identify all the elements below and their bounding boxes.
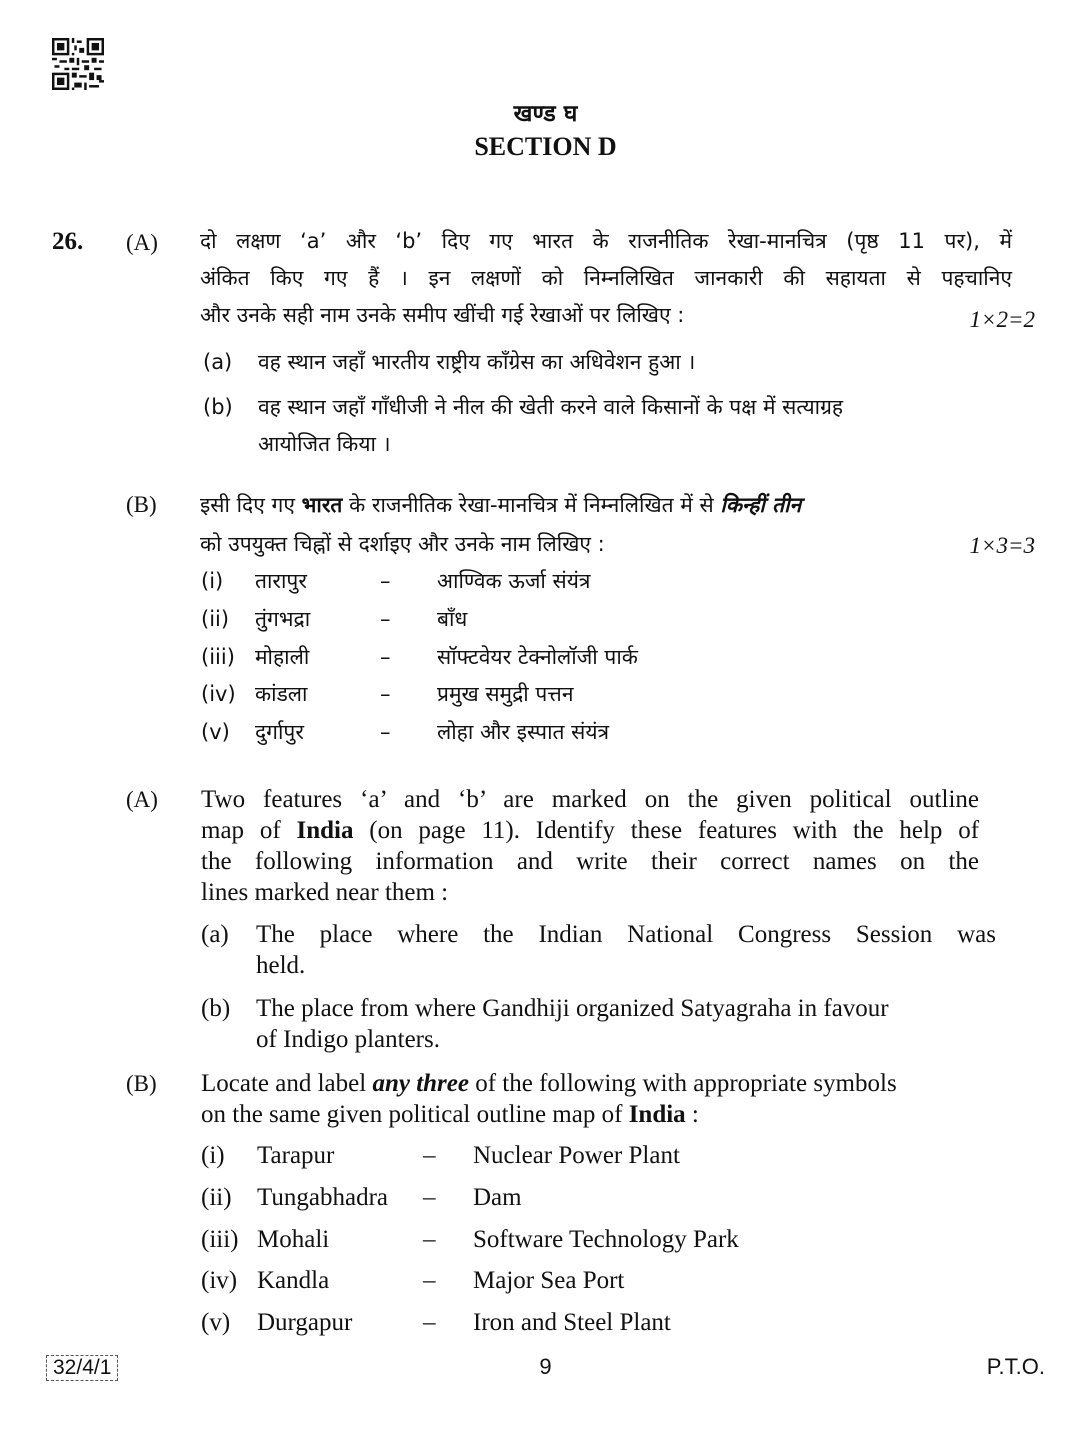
list-item: (iv) Kandla – Major Sea Port [201,1267,625,1294]
english-a-line-4: lines marked near them : [201,879,449,906]
hindi-a-line-3: और उनके सही नाम उनके समीप खींची गई रेखाओं पर लिखिए : [200,303,685,327]
hindi-a-item-a [203,344,695,381]
list-item: (v) दुर्गापुर – लोहा और इस्पात संयंत्र [201,720,610,744]
marks-hindi-a: 1×2=2 [969,307,1035,332]
english-a-line-2: map of India (on page 11). Identify these features with the help of [201,817,980,844]
english-a-line-3: the following information and write their correct names on the [201,848,979,875]
marks-hindi-b: 1×3=3 [969,533,1035,558]
item-label: (b) [201,995,231,1022]
item-label: (a) [201,921,229,948]
item-text: The place from where Gandhiji organized Satyagraha in favour [256,995,889,1022]
item-text-continued: held. [256,952,306,979]
hindi-a-item-b [203,389,1003,463]
english-part-a-text [201,784,979,908]
part-label-hindi-b: (B) [126,492,157,517]
list-item: (ii) Tungabhadra – Dam [201,1184,522,1211]
part-label-english-b: (B) [126,1071,157,1096]
section-heading-hindi: खण्ड घ [513,101,578,127]
hindi-a-line-2: अंकित किए गए हैं । इन लक्षणों को निम्नलिखित जानकारी की सहायता से पहचानिए [200,266,1012,290]
item-label: (a) [203,350,233,374]
part-label-english-a: (A) [126,787,158,812]
item-text: वह स्थान जहाँ भारतीय राष्ट्रीय काँग्रेस का अधिवेशन हुआ । [258,350,696,374]
item-text-continued: of Indigo planters. [256,1026,440,1053]
section-heading-english: SECTION D [474,132,617,161]
english-a-item-b [201,993,1001,1055]
question-number: 26. [52,228,84,255]
english-b-line-2: on the same given political outline map of India : [201,1101,699,1128]
qr-code-icon [52,38,104,90]
list-item: (iii) मोहाली – सॉफ्टवेयर टेक्नोलॉजी पार्क [201,645,638,669]
item-text: The place where the Indian National Congress Session was [256,921,996,948]
list-item: (i) तारापुर – आण्विक ऊर्जा संयंत्र [201,569,591,593]
list-item: (v) Durgapur – Iron and Steel Plant [201,1309,671,1336]
hindi-b-line-1: इसी दिए गए भारत के राजनीतिक रेखा-मानचित्र में निम्नलिखित में से किन्हीं तीन [200,493,802,517]
english-a-item-a [201,919,1001,981]
list-item: (iii) Mohali – Software Technology Park [201,1226,739,1253]
list-item: (i) Tarapur – Nuclear Power Plant [201,1142,680,1169]
item-text-continued: आयोजित किया । [258,432,391,456]
list-item: (ii) तुंगभद्रा – बाँध [201,607,468,631]
english-a-line-1: Two features ‘a’ and ‘b’ are marked on the given political outline [201,786,979,813]
page-number: 9 [539,1354,552,1379]
hindi-part-a-text [200,223,1012,334]
list-item: (iv) कांडला – प्रमुख समुद्री पत्तन [201,682,574,706]
pto-label: P.T.O. [986,1354,1045,1379]
english-part-b-text [201,1068,1021,1130]
english-b-line-1: Locate and label any three of the following with appropriate symbols [201,1070,897,1097]
item-text: वह स्थान जहाँ गाँधीजी ने नील की खेती करने वाले किसानों के पक्ष में सत्याग्रह [258,395,844,419]
hindi-a-line-1: दो लक्षण ‘a’ और ‘b’ दिए गए भारत के राजनीतिक रेखा-मानचित्र (पृष्ठ 11 पर), में [200,229,1012,253]
item-label: (b) [203,395,233,419]
hindi-b-line-2: को उपयुक्त चिह्नों से दर्शाइए और उनके नाम लिखिए : [200,532,605,556]
part-label-hindi-a: (A) [126,230,158,255]
paper-code: 32/4/1 [46,1355,118,1381]
